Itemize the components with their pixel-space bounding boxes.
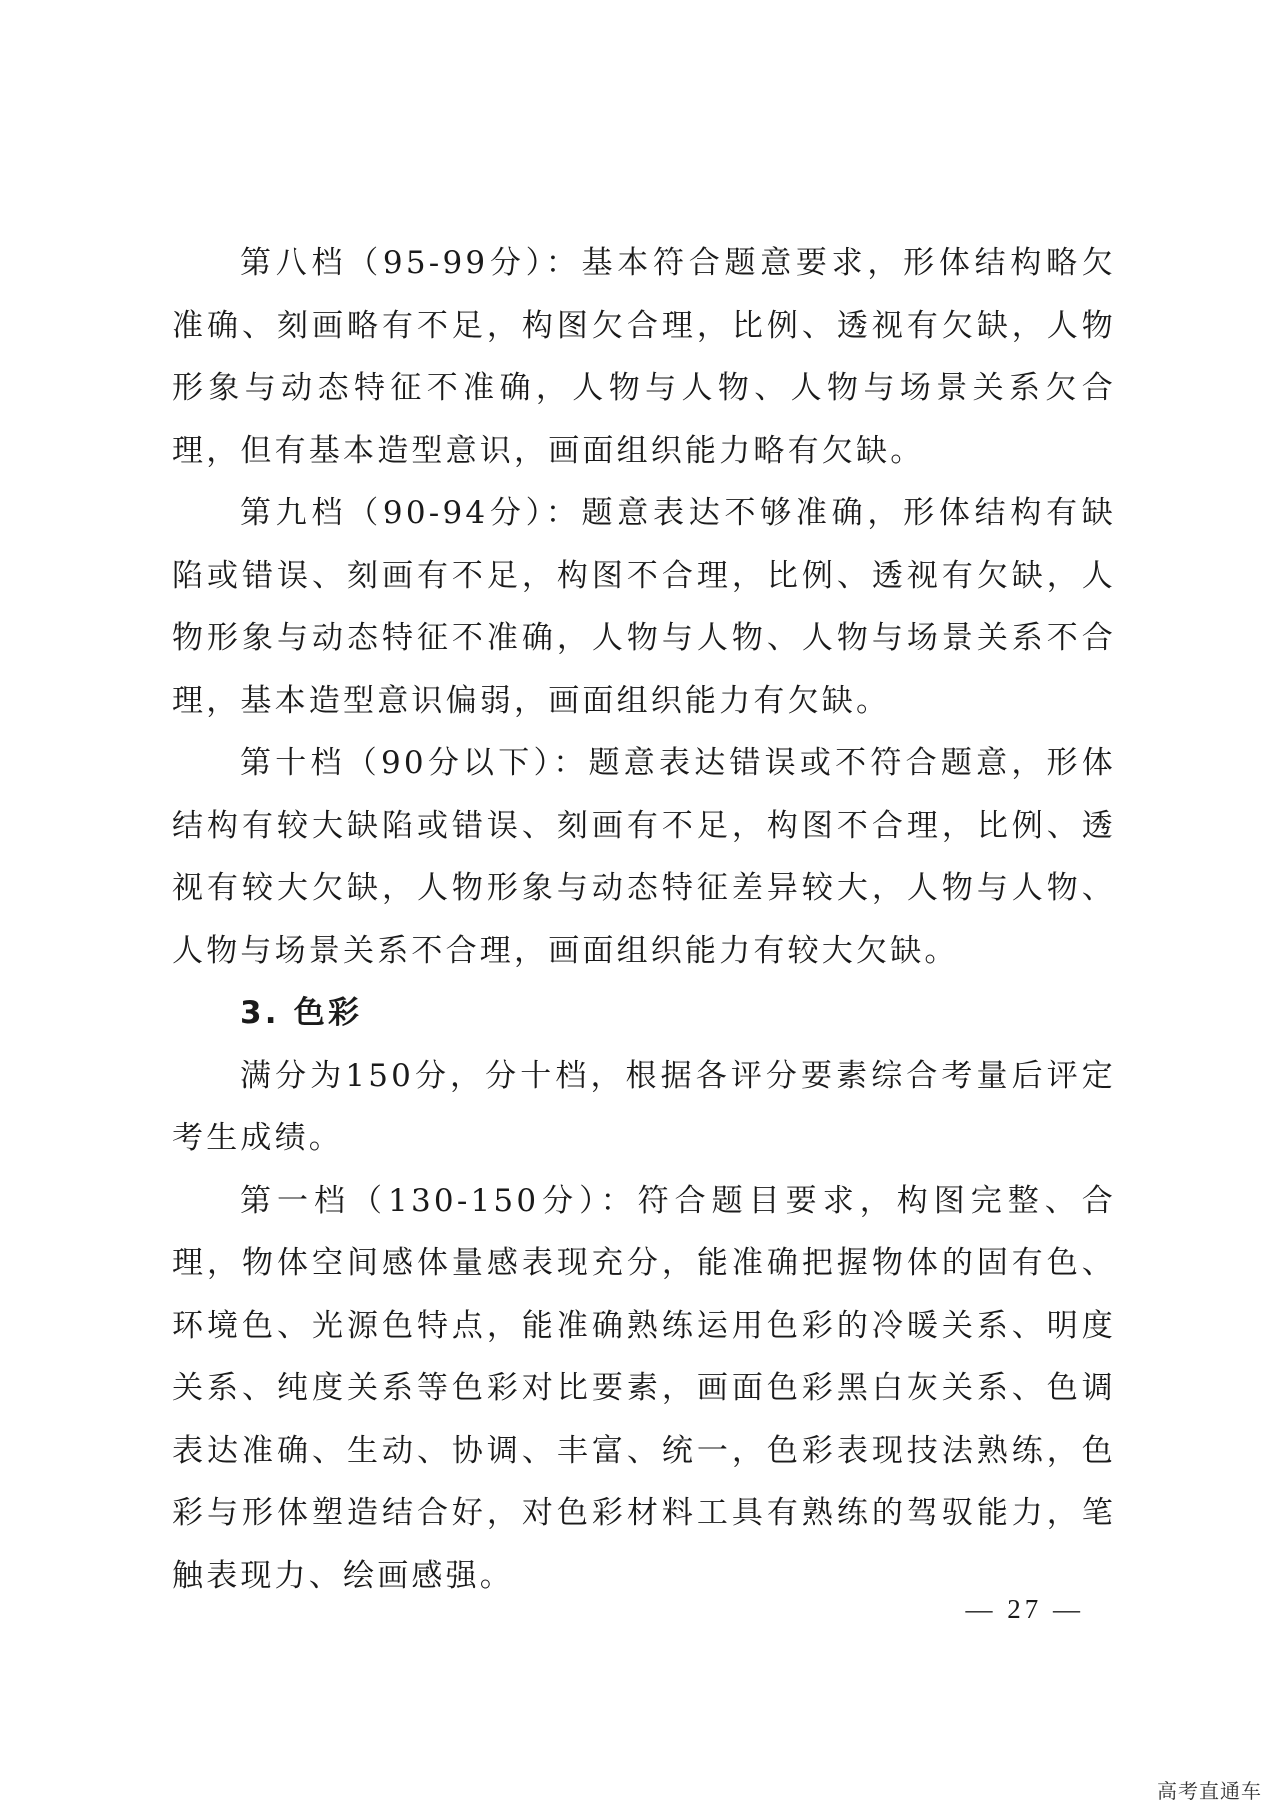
page-number: — 27 — — [965, 1594, 1084, 1624]
watermark-text: 高考直通车 — [1157, 1779, 1262, 1803]
paragraph-grade-10: 第十档（90分以下）：题意表达错误或不符合题意，形体结构有较大缺陷或错误、刻画有不足，构图不合理，比例、透视有较大欠缺，人物形象与动态特征差异较大，人物与人物、人物与场景关系不合理，画面组织能力有较大欠缺。 — [172, 745, 1116, 969]
paragraph-color-intro: 满分为150分，分十档，根据各评分要素综合考量后评定考生成绩。 — [172, 1057, 1116, 1156]
paragraph-grade-9: 第九档（90-94分）：题意表达不够准确，形体结构有缺陷或错误、刻画有不足，构图不合理，比例、透视有欠缺，人物形象与动态特征不准确，人物与人物、人物与场景关系不合理，基本造型意识偏弱，画面组织能力有欠缺。 — [172, 495, 1116, 719]
paragraph-color-grade-1: 第一档（130-150分）：符合题目要求，构图完整、合理，物体空间感体量感表现充分，能准确把握物体的固有色、环境色、光源色特点，能准确熟练运用色彩的冷暖关系、明度关系、纯度关系等色彩对比要素，画面色彩黑白灰关系、色调表达准确、生动、协调、丰富、统一，色彩表现技法熟练，色彩与形体塑造结合好，对色彩材料工具有熟练的驾驭能力，笔触表现力、绘画感强。 — [172, 1182, 1116, 1594]
paragraph-grade-8: 第八档（95-99分）：基本符合题意要求，形体结构略欠准确、刻画略有不足，构图欠合理，比例、透视有欠缺，人物形象与动态特征不准确，人物与人物、人物与场景关系欠合理，但有基本造型意识，画面组织能力略有欠缺。 — [172, 245, 1116, 469]
section-heading: 3. 色彩 — [240, 995, 363, 1031]
document-body — [172, 232, 1116, 1607]
